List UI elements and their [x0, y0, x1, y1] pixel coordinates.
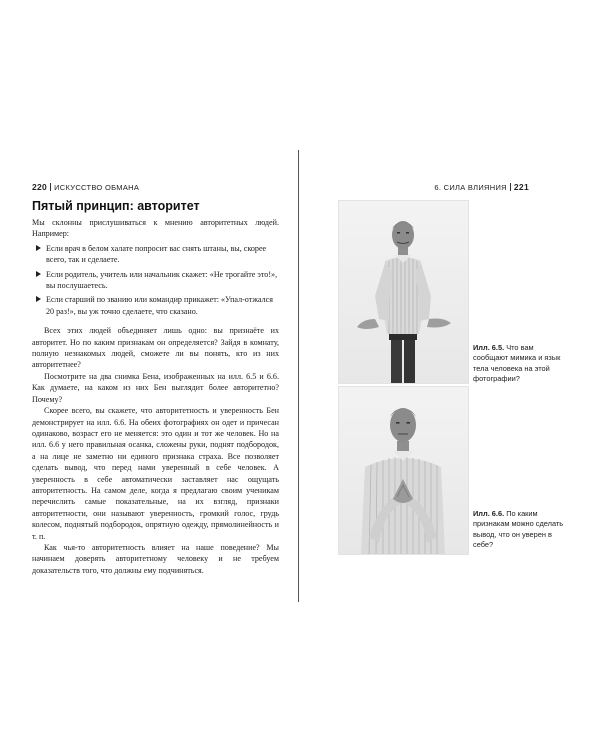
- left-page-number: 220: [32, 182, 48, 192]
- man-steepled-hands-illustration: [339, 387, 468, 554]
- left-page-body: [32, 198, 279, 576]
- bullet-item: [46, 243, 279, 266]
- figure-caption-text: По каким признакам можно сделать вывод, что он уверен в себе?: [473, 509, 564, 550]
- bullet-text: Если врач в белом халате попросит вас снять штаны, вы, скорее всего, так и сделаете.: [46, 243, 267, 265]
- body-paragraph: Скорее всего, вы скажете, что авторитетность и уверенность Бен демонстрирует на илл. 6.6. На обеих фотографиях он одет и причесан одинаково, возраст его не меняется: это один и тот же человек. Но на илл. 6.6 у него правильная осанка, сложены руки, поднят подбородок, а на лице не заметно ни единого признака страха. Все позволяет сделать вывод, что перед нами уверенный в себе человек. А уверенность в себе автоматически заставляет нас ощущать авторитетность. На самом деле, когда я предлагаю своим ученикам перечислить самые показательные, на их взгляд, признаки авторитетности, они называют уверенность, громкий голос, грудь колесом, поднятый подбородок, опрятную одежду, прямолинейность и т. п.: [32, 406, 279, 541]
- triangle-bullet-icon: [36, 296, 41, 302]
- body-paragraph: Как чья-то авторитетность влияет на наше поведение? Мы начинаем доверять авторитетному человеку и не требуем доказательств того, что должны ему подчиняться.: [32, 542, 279, 575]
- right-page-number: 221: [513, 182, 529, 192]
- bullet-list: [32, 243, 279, 317]
- bullet-text: Если старший по званию или командир прикажет: «Упал-отжался 20 раз!», вы уж точно сделаете, что сказано.: [46, 295, 273, 316]
- right-running-header: [434, 182, 529, 192]
- figure-label: Илл. 6.6.: [473, 509, 505, 518]
- figure-6-5-caption: [473, 343, 565, 385]
- page-gutter: [298, 150, 299, 602]
- right-running-title: 6. СИЛА ВЛИЯНИЯ: [434, 183, 507, 192]
- bullet-text: Если родитель, учитель или начальник скажет: «Не трогайте это!», вы послушаетесь.: [46, 269, 278, 291]
- figure-6-6-caption: [473, 509, 565, 551]
- header-separator: [50, 183, 51, 191]
- bullet-item: [46, 294, 279, 317]
- body-paragraph: Всех этих людей объединяет лишь одно: вы признаёте их авторитет. Но по каким признакам он определяется? Зайдя в комнату, полную незнакомых людей, сможете ли вы понять, кто из них авторитетнее?: [32, 326, 279, 370]
- figure-6-5-photo: [338, 200, 469, 384]
- triangle-bullet-icon: [36, 245, 41, 251]
- bullet-item: [46, 269, 279, 292]
- header-separator: [510, 183, 511, 191]
- figure-6-6-photo: [338, 386, 469, 555]
- body-paragraph: Посмотрите на два снимка Бена, изображенных на илл. 6.5 и 6.6. Как думаете, на каком из них Бен выглядит более авторитетно? Почему?: [32, 371, 279, 404]
- figure-caption-text: Что вам сообщают мимика и язык тела человека на этой фотографии?: [473, 343, 561, 384]
- left-running-title: ИСКУССТВО ОБМАНА: [54, 183, 140, 192]
- section-heading: Пятый принцип: авторитет: [32, 199, 200, 213]
- intro-paragraph: Мы склонны прислушиваться к мнению авторитетных людей. Например:: [32, 218, 279, 239]
- triangle-bullet-icon: [36, 271, 41, 277]
- man-open-palms-illustration: [339, 201, 468, 383]
- left-running-header: [32, 182, 139, 192]
- figure-label: Илл. 6.5.: [473, 343, 505, 352]
